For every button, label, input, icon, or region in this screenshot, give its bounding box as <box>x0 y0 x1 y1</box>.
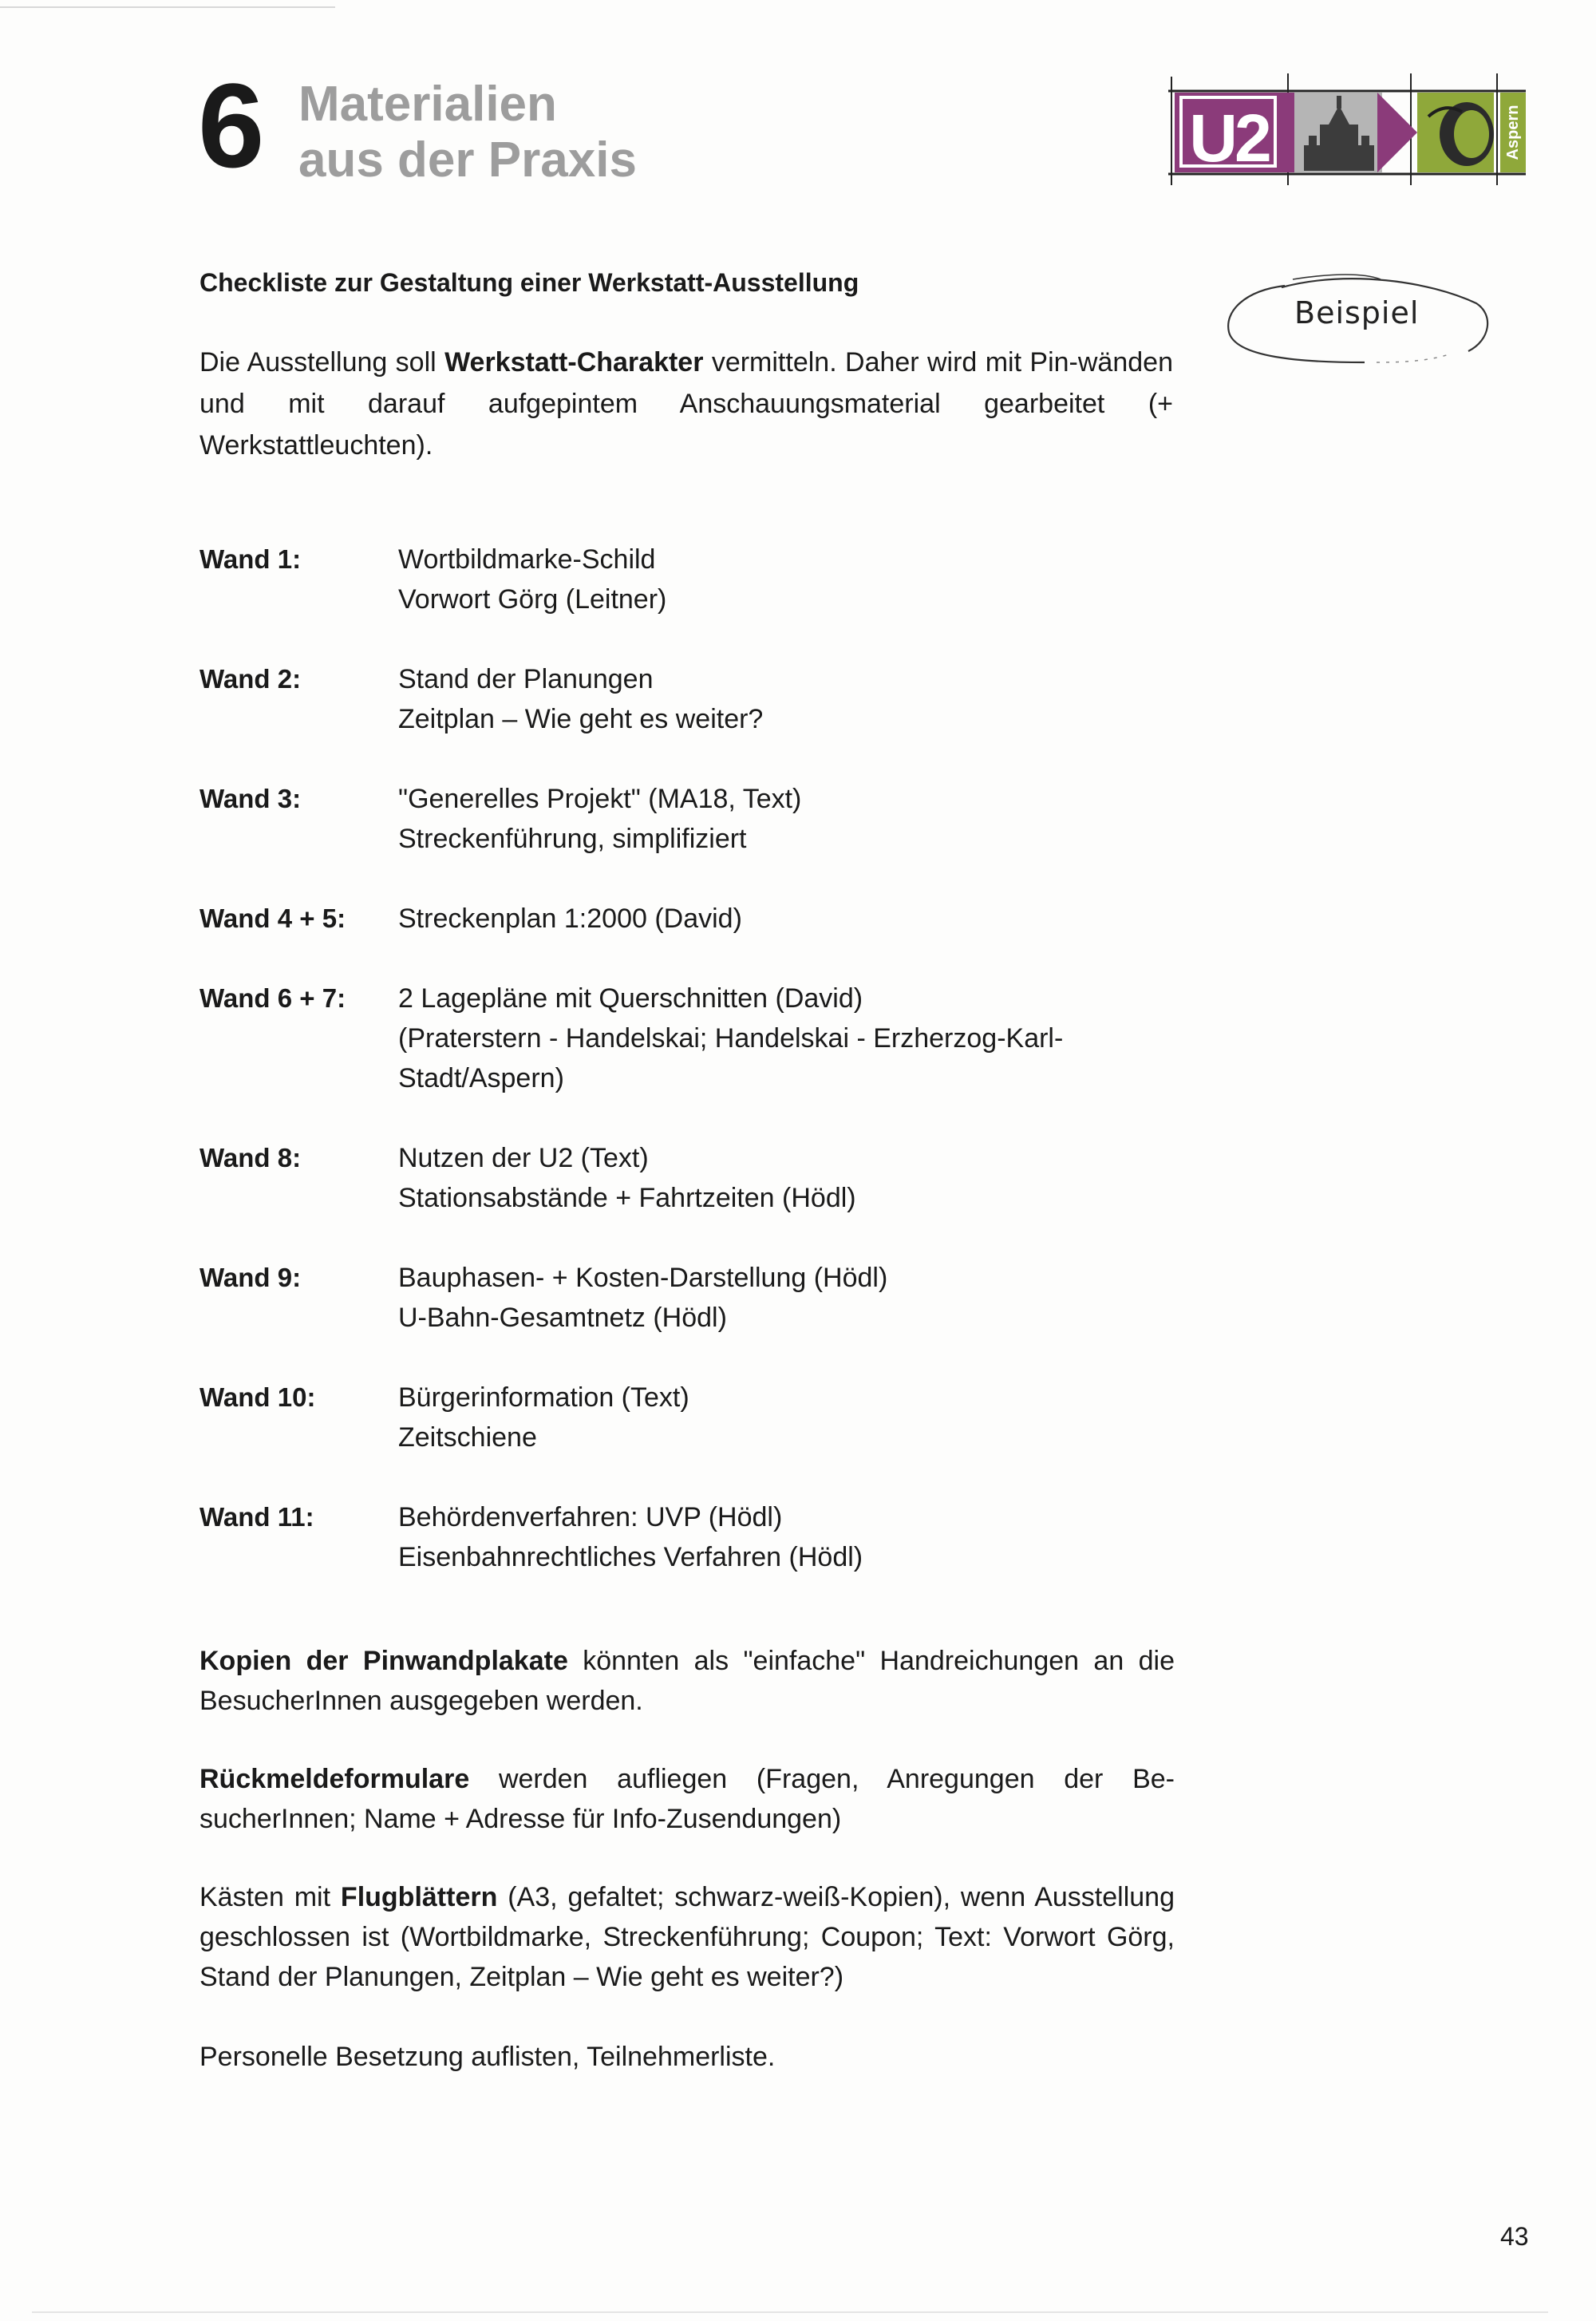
chapter-number: 6 <box>198 58 262 192</box>
personal-paragraph: Personelle Besetzung auflisten, Teilnehmerliste. <box>200 2042 776 2072</box>
wall-list <box>200 540 1197 1617</box>
wall-label: Wand 8: <box>200 1143 302 1172</box>
wall-entry <box>200 899 1197 939</box>
wall-item: "Generelles Projekt" (MA18, Text) <box>398 784 802 814</box>
wall-label: Wand 3: <box>200 784 302 813</box>
logo-side-label: Aspern <box>1504 105 1522 160</box>
intro-text-start: Die Ausstellung soll <box>200 347 445 378</box>
chapter-title-line1: Materialien <box>298 77 557 132</box>
wall-label: Wand 9: <box>200 1263 302 1292</box>
wall-entry <box>200 1258 1197 1338</box>
wall-item: Zeitplan – Wie geht es weiter? <box>398 704 764 734</box>
wall-item: Wortbildmarke-Schild <box>398 544 656 575</box>
wall-item: Bauphasen- + Kosten-Darstellung (Hödl) <box>398 1263 888 1293</box>
intro-emphasis: Werkstatt-Charakter <box>444 347 704 378</box>
flugblaetter-text-start: Kästen mit <box>200 1882 341 1912</box>
wall-item: (Praterstern - Handelskai; Handelskai - Erzherzog-Karl- <box>398 1023 1064 1054</box>
wall-entry <box>200 659 1197 739</box>
wall-label: Wand 10: <box>200 1382 316 1412</box>
kopien-emphasis: Kopien der Pinwandplakate <box>200 1646 568 1676</box>
wall-item: Streckenplan 1:2000 (David) <box>398 903 742 934</box>
rueckmeldung-paragraph <box>200 1759 1175 1839</box>
wall-label: Wand 1: <box>200 544 302 574</box>
kopien-paragraph <box>200 1641 1175 1721</box>
wall-entry <box>200 1497 1197 1577</box>
wall-label: Wand 2: <box>200 664 302 694</box>
intro-text-end: vermitteln. Daher wird mit Pin-wänden und mit darauf aufgepintem Anschauungsmaterial gearbeitet (+ Werkstattleuchten). <box>200 347 1173 461</box>
wall-item: 2 Lagepläne mit Querschnitten (David) <box>398 983 863 1014</box>
wall-item: Stadt/Aspern) <box>398 1063 564 1093</box>
rueckmeldung-text: werden aufliegen (Fragen, Anregungen der Be-sucherInnen; Name + Adresse für Info-Zusendungen) <box>200 1764 1175 1834</box>
wall-label: Wand 11: <box>200 1502 314 1532</box>
flugblaetter-text: (A3, gefaltet; schwarz-weiß-Kopien), wenn Ausstellung geschlossen ist (Wortbildmarke, Streckenführung; Coupon; Text: Vorwort Görg, Stand der Planungen, Zeitplan – Wie geht es weiter?) <box>200 1882 1175 1992</box>
intro-paragraph <box>200 342 1173 466</box>
wall-entry <box>200 979 1197 1098</box>
beispiel-stamp <box>1213 263 1500 375</box>
flugblaetter-paragraph <box>200 1877 1175 1997</box>
wall-item: Stationsabstände + Fahrtzeiten (Hödl) <box>398 1183 856 1213</box>
wall-item: Streckenführung, simplifiziert <box>398 824 747 854</box>
chapter-title-line2: aus der Praxis <box>298 132 637 188</box>
wall-item: Behördenverfahren: UVP (Hödl) <box>398 1502 783 1532</box>
wall-entry <box>200 1138 1197 1218</box>
top-rule <box>0 6 335 8</box>
wall-entry <box>200 540 1197 619</box>
kopien-text: könnten als "einfache" Handreichungen an die BesucherInnen ausgegeben werden. <box>200 1646 1175 1716</box>
wall-item: Stand der Planungen <box>398 664 654 694</box>
chapter-title <box>298 77 745 188</box>
logo-label: U2 <box>1189 101 1269 176</box>
wall-item: Eisenbahnrechtliches Verfahren (Hödl) <box>398 1542 863 1572</box>
rueckmeldung-emphasis: Rückmeldeformulare <box>200 1764 470 1794</box>
wall-item: Bürgerinformation (Text) <box>398 1382 689 1413</box>
wall-label: Wand 4 + 5: <box>200 903 346 933</box>
wall-item: Zeitschiene <box>398 1422 537 1453</box>
wall-item: Nutzen der U2 (Text) <box>398 1143 649 1173</box>
wall-item: U-Bahn-Gesamtnetz (Hödl) <box>398 1303 727 1333</box>
wall-entry <box>200 1378 1197 1457</box>
u2-logo <box>1163 69 1531 188</box>
bottom-rule <box>32 2311 1548 2313</box>
wall-label: Wand 6 + 7: <box>200 983 346 1013</box>
section-title: Checkliste zur Gestaltung einer Werkstatt-Ausstellung <box>200 268 859 297</box>
flugblaetter-emphasis: Flugblättern <box>340 1882 498 1912</box>
wall-item: Vorwort Görg (Leitner) <box>398 584 667 615</box>
page-number: 43 <box>1500 2222 1529 2251</box>
stamp-label: Beispiel <box>1294 295 1420 330</box>
wall-entry <box>200 779 1197 859</box>
